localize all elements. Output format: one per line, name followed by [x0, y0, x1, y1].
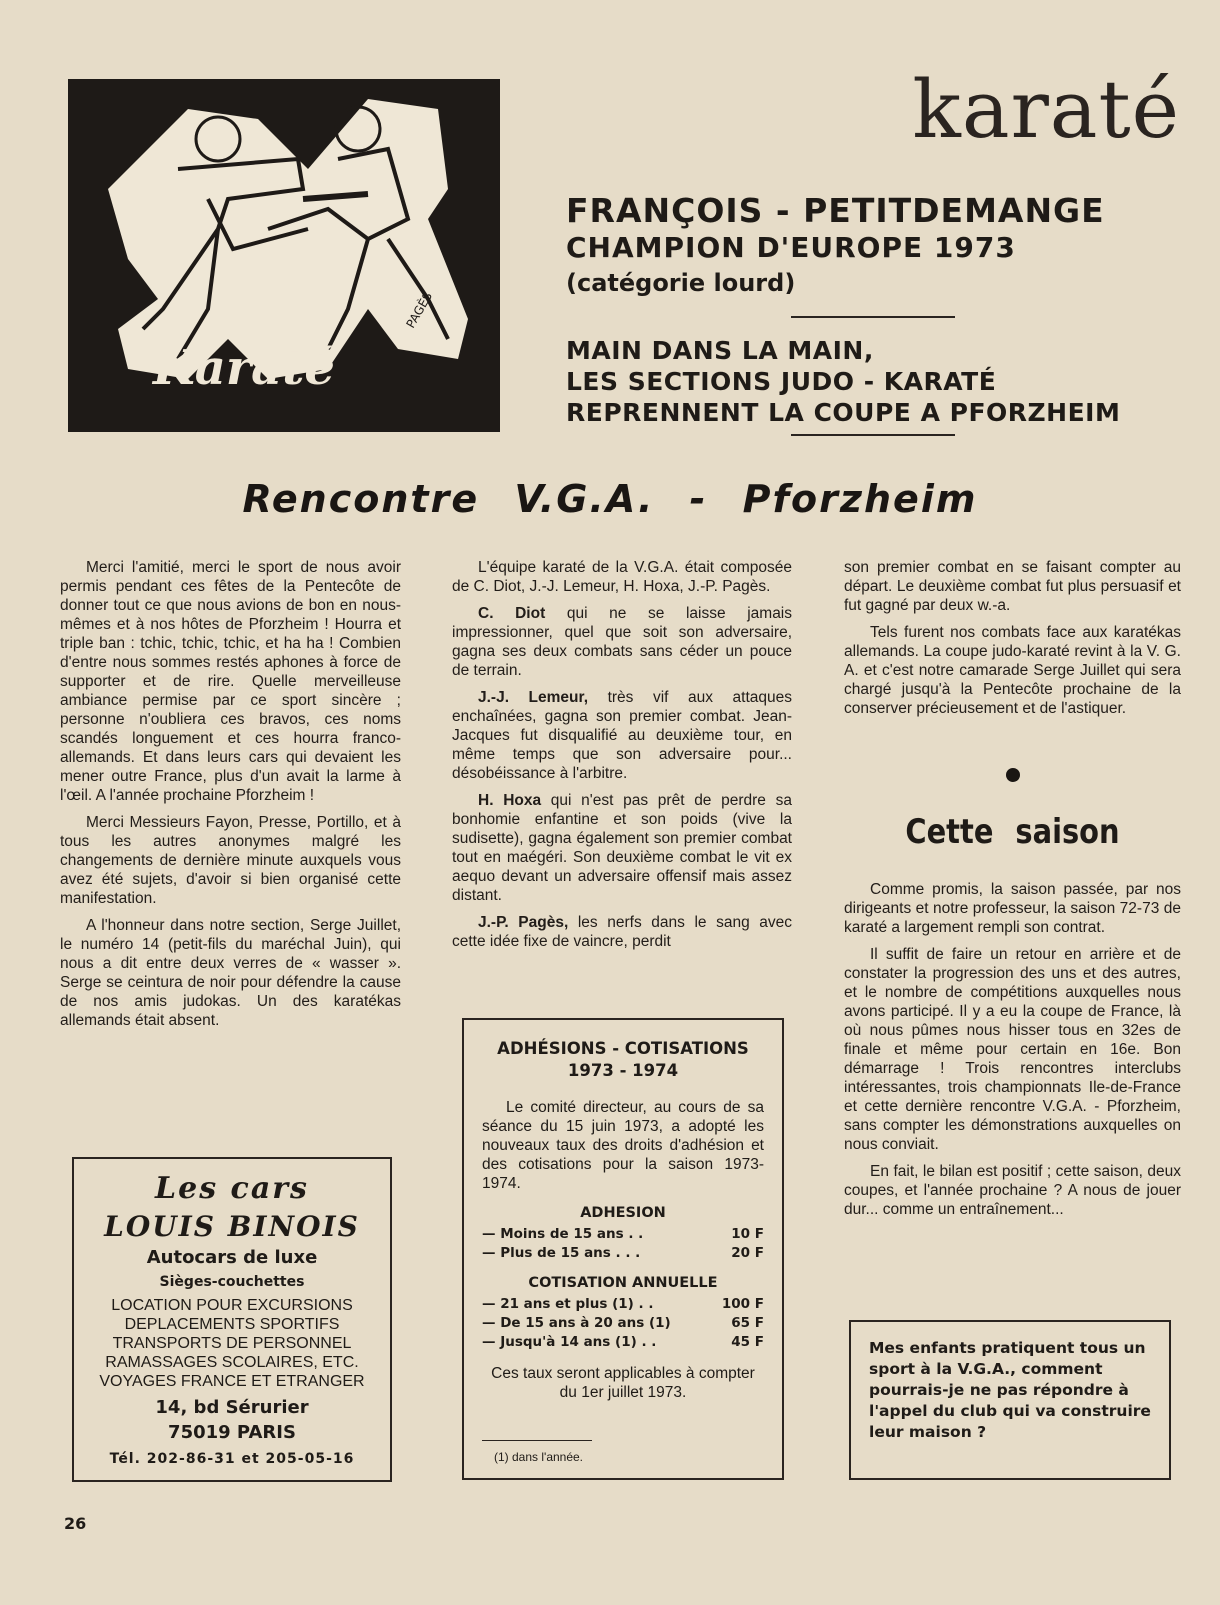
paragraph	[452, 913, 792, 951]
karate-fighters-drawing	[68, 79, 500, 432]
article-banner: Rencontre V.G.A. - Pforzheim	[242, 477, 978, 521]
cotisation-heading: COTISATION ANNUELLE	[528, 1275, 718, 1291]
paragraph: son premier combat en se faisant compter au départ. Le deuxième combat fut plus persuasif et fut gagné par deux w.-a.	[844, 559, 1181, 614]
bullet-icon	[1006, 768, 1020, 782]
footnote-divider	[482, 1440, 592, 1441]
subhead	[566, 335, 1176, 428]
adhesion-heading: ADHESION	[580, 1205, 666, 1221]
fees-title: ADHÉSIONS - COTISATIONS	[497, 1039, 749, 1058]
fees-year: 1973 - 1974	[567, 1061, 679, 1080]
fee-amount: 10 F	[731, 1226, 764, 1242]
headline-name: FRANÇOIS - PETITDEMANGE	[566, 191, 1105, 230]
ad-service-line: VOYAGES FRANCE ET ETRANGER	[99, 1373, 365, 1390]
ad-address-line: 75019 PARIS	[168, 1422, 296, 1443]
ad-service-line: TRANSPORTS DE PERSONNEL	[112, 1335, 352, 1352]
fee-amount: 20 F	[731, 1245, 764, 1261]
ad-service-line: LOCATION POUR EXCURSIONS	[111, 1297, 353, 1314]
fee-amount: 65 F	[731, 1315, 764, 1331]
article-column-1	[60, 558, 401, 1038]
paragraph: L'équipe karaté de la V.G.A. était composée de C. Diot, J.-J. Lemeur, H. Hoxa, J.-P. Pagès.	[452, 559, 792, 595]
illustration-signature: PAGÈS	[403, 289, 436, 331]
paragraph	[452, 688, 792, 783]
fees-footnote: (1) dans l'année.	[494, 1450, 584, 1464]
season-heading: Cette saison	[905, 812, 1120, 852]
page-number: 26	[64, 1514, 87, 1533]
fee-row	[482, 1314, 764, 1333]
paragraph-text: qui ne se laisse jamais impressionner, quel que soit son adversaire, gagna ses deux combats sans céder un pouce de terrain.	[452, 605, 793, 679]
fee-label: — Plus de 15 ans . . .	[482, 1245, 641, 1261]
fee-amount: 100 F	[721, 1296, 764, 1312]
fee-label: — De 15 ans à 20 ans (1)	[482, 1315, 671, 1331]
divider	[791, 316, 955, 318]
subhead-line: REPRENNENT LA COUPE A PFORZHEIM	[566, 398, 1121, 427]
paragraph: Tels furent nos combats face aux karatékas allemands. La coupe judo-karaté revint à la V. G. A. et c'est notre camarade Serge Juillet qui sera chargé jusqu'à la Pentecôte prochaine de la conserver précieusement et de l'astiquer.	[844, 624, 1181, 717]
fee-amount: 45 F	[731, 1334, 764, 1350]
fee-row	[482, 1295, 764, 1314]
ad-address	[74, 1395, 390, 1445]
illustration-label: Karaté	[153, 340, 335, 396]
paragraph: A l'honneur dans notre section, Serge Juillet, le numéro 14 (petit-fils du maréchal Juin), qui nous a dit entre deux verres de « wasser ». Serge se ceintura de noir pour défendre la cause de nos amis judokas. Un des karatékas allemands était absent.	[60, 917, 401, 1029]
fees-box	[462, 1018, 784, 1480]
paragraph-text: qui n'est pas prêt de perdre sa bonhomie enfantine et son poids (vive la sudisette), gagna également son premier combat tout en maégéri. Son deuxième combat le vit ex aequo devant un adversaire offensif mais assez distant.	[452, 792, 792, 904]
ad-line: Sièges-couchettes	[159, 1274, 305, 1290]
ad-service-line: RAMASSAGES SCOLAIRES, ETC.	[105, 1354, 359, 1371]
divider	[791, 434, 955, 436]
subhead-line: LES SECTIONS JUDO - KARATÉ	[566, 367, 997, 396]
subhead-line: MAIN DANS LA MAIN,	[566, 336, 874, 365]
bus-company-advertisement	[72, 1157, 392, 1482]
fighter-name: H. Hoxa	[478, 792, 542, 809]
paragraph: Il suffit de faire un retour en arrière et de constater la progression des uns et des autres, et le nombre de compétitions auxquelles nous avons participé. Il y a eu la coupe de France, là où nous pûmes nous hisser tous en 32es de finale et même pour certain en 16e. Bon démarrage ! Trois rencontres interclubs intéressantes, trois championnats Ile-de-France et cette dernière rencontre V.G.A. - Pforzheim, sans compter les démonstrations auxquelles on nous conviait.	[844, 946, 1181, 1153]
ad-phone: Tél. 202-86-31 et 205-05-16	[109, 1451, 355, 1467]
paragraph: Merci l'amitié, merci le sport de nous avoir permis pendant ces fêtes de la Pentecôte de donner tout ce que nous avions de bon en nous-mêmes et à nos hôtes de Pforzheim ! Hourra et triple ban : tchic, tchic, tchic, et ha ha ! Combien d'entre nous sommes restés aphones à force de supporter et de rire. Quelle merveilleuse ambiance permise par ce sport sincère ; personne n'oubliera ces bravos, ces noms scandés longuement et ces hourra franco-allemands. Et dans leurs cars qui devaient les mener outre France, plus d'un avait la larme à l'œil. A l'année prochaine Pforzheim !	[60, 559, 401, 804]
paragraph: Merci Messieurs Fayon, Presse, Portillo, et à tous les autres anonymes malgré les changements de dernière minute auxquels vous avez été sujets, d'avoir si bien organisé cette manifestation.	[60, 814, 401, 907]
fighter-name: J.-P. Pagès,	[478, 914, 569, 931]
ad-services	[74, 1296, 390, 1391]
fee-row	[482, 1225, 764, 1244]
ad-line: Autocars de luxe	[146, 1247, 318, 1268]
fee-row	[482, 1244, 764, 1263]
paragraph	[452, 791, 792, 905]
paragraph: En fait, le bilan est positif ; cette saison, deux coupes, et l'année prochaine ? A nous de jouer dur... comme un entraînement...	[844, 1163, 1181, 1218]
paragraph	[452, 604, 792, 680]
article-column-3	[844, 558, 1181, 726]
karate-illustration	[68, 79, 500, 432]
fees-footer: Ces taux seront applicables à compter du 1er juillet 1973.	[491, 1365, 755, 1401]
headline-title: CHAMPION D'EUROPE 1973	[566, 231, 1016, 264]
article-column-2	[452, 558, 792, 959]
headline-category: (catégorie lourd)	[566, 269, 796, 297]
fee-label: — 21 ans et plus (1) . .	[482, 1296, 654, 1312]
fees-intro: Le comité directeur, au cours de sa séance du 15 juin 1973, a adopté les nouveaux taux des droits d'adhésion et des cotisations pour la saison 1973-1974.	[482, 1099, 764, 1192]
fee-row	[482, 1333, 764, 1352]
ad-address-line: 14, bd Sérurier	[155, 1397, 309, 1418]
fee-label: — Moins de 15 ans . .	[482, 1226, 644, 1242]
paragraph: Comme promis, la saison passée, par nos dirigeants et notre professeur, la saison 72-73 de karaté a largement rempli son contrat.	[844, 881, 1181, 936]
headline	[566, 192, 1166, 300]
fighter-name: J.-J. Lemeur,	[478, 689, 589, 706]
fighter-name: C. Diot	[478, 605, 546, 622]
section-tag: karaté	[912, 63, 1180, 156]
article-column-3-continued	[844, 880, 1181, 1227]
ad-company-name: LOUIS BINOIS	[104, 1210, 360, 1243]
ad-service-line: DEPLACEMENTS SPORTIFS	[124, 1316, 340, 1333]
paragraph-text: très vif aux attaques enchaînées, gagna son premier combat. Jean-Jacques fut disqualifié au deuxième tour, en même temps que son adversaire pour... désobéissance à l'arbitre.	[452, 689, 792, 782]
fee-label: — Jusqu'à 14 ans (1) . .	[482, 1334, 657, 1350]
ad-line: Les cars	[155, 1171, 309, 1206]
paragraph-text: les nerfs dans le sang avec cette idée fixe de vaincre, perdit	[452, 914, 792, 950]
appeal-box: Mes enfants pratiquent tous un sport à la V.G.A., comment pourrais-je ne pas répondre à l'appel du club qui va construire leur maison ?	[849, 1320, 1171, 1480]
